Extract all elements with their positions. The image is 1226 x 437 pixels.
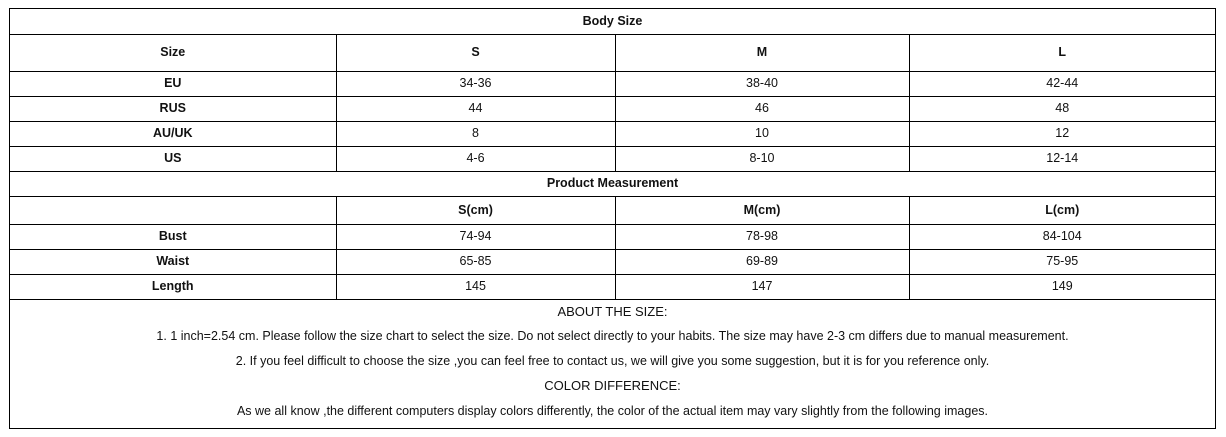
table-row — [10, 224, 1215, 249]
table-cell: 84-104 — [909, 224, 1215, 249]
table-cell: S — [336, 34, 615, 71]
table-cell: 8 — [336, 121, 615, 146]
row-label: Bust — [10, 224, 336, 249]
table-row — [10, 274, 1215, 299]
table-cell: L — [909, 34, 1215, 71]
table-cell: 12-14 — [909, 146, 1215, 171]
note-line-1: 1. 1 inch=2.54 cm. Please follow the size chart to select the size. Do not select directly to your habits. The size may have 2-3 cm differs due to manual measurement. — [156, 329, 1069, 344]
color-difference-title: COLOR DIFFERENCE: — [544, 377, 681, 393]
table-cell: M — [615, 34, 909, 71]
row-label: Waist — [10, 249, 336, 274]
note-line-2: 2. If you feel difficult to choose the size ,you can feel free to contact us, we will give you some suggestion, but it is for you reference only. — [235, 354, 990, 369]
table-cell: 74-94 — [336, 224, 615, 249]
note-line-3: As we all know ,the different computers display colors differently, the color of the actual item may vary slightly from the following images. — [236, 403, 989, 418]
table-cell: 8-10 — [615, 146, 909, 171]
table-row — [10, 146, 1215, 171]
table-cell: 145 — [336, 274, 615, 299]
table-row — [10, 71, 1215, 96]
row-label: Length — [10, 274, 336, 299]
table-row — [10, 96, 1215, 121]
size-notes — [10, 300, 1215, 424]
row-label — [10, 196, 336, 224]
row-label: Size — [10, 34, 336, 71]
table-cell: 42-44 — [909, 71, 1215, 96]
product-measurement-title: Product Measurement — [10, 171, 1215, 196]
table-cell: 65-85 — [336, 249, 615, 274]
table-cell: 44 — [336, 96, 615, 121]
table-cell: M(cm) — [615, 196, 909, 224]
table-cell: 38-40 — [615, 71, 909, 96]
table-cell: 149 — [909, 274, 1215, 299]
table-cell: 10 — [615, 121, 909, 146]
row-label: US — [10, 146, 336, 171]
table-row — [10, 121, 1215, 146]
table-cell: 147 — [615, 274, 909, 299]
body-size-title-row — [10, 9, 1215, 34]
table-cell: 48 — [909, 96, 1215, 121]
table-cell: S(cm) — [336, 196, 615, 224]
table-cell: 46 — [615, 96, 909, 121]
table-row — [10, 249, 1215, 274]
table-cell: L(cm) — [909, 196, 1215, 224]
table-cell: 34-36 — [336, 71, 615, 96]
about-size-title: ABOUT THE SIZE: — [557, 303, 668, 319]
table-cell: 12 — [909, 121, 1215, 146]
table-header-row — [10, 196, 1215, 224]
size-table — [10, 9, 1215, 300]
row-label: RUS — [10, 96, 336, 121]
size-chart — [9, 8, 1216, 429]
table-cell: 78-98 — [615, 224, 909, 249]
body-size-title: Body Size — [10, 9, 1215, 34]
product-measurement-title-row — [10, 171, 1215, 196]
table-cell: 69-89 — [615, 249, 909, 274]
table-header-row — [10, 34, 1215, 71]
table-cell: 4-6 — [336, 146, 615, 171]
table-cell: 75-95 — [909, 249, 1215, 274]
row-label: AU/UK — [10, 121, 336, 146]
row-label: EU — [10, 71, 336, 96]
